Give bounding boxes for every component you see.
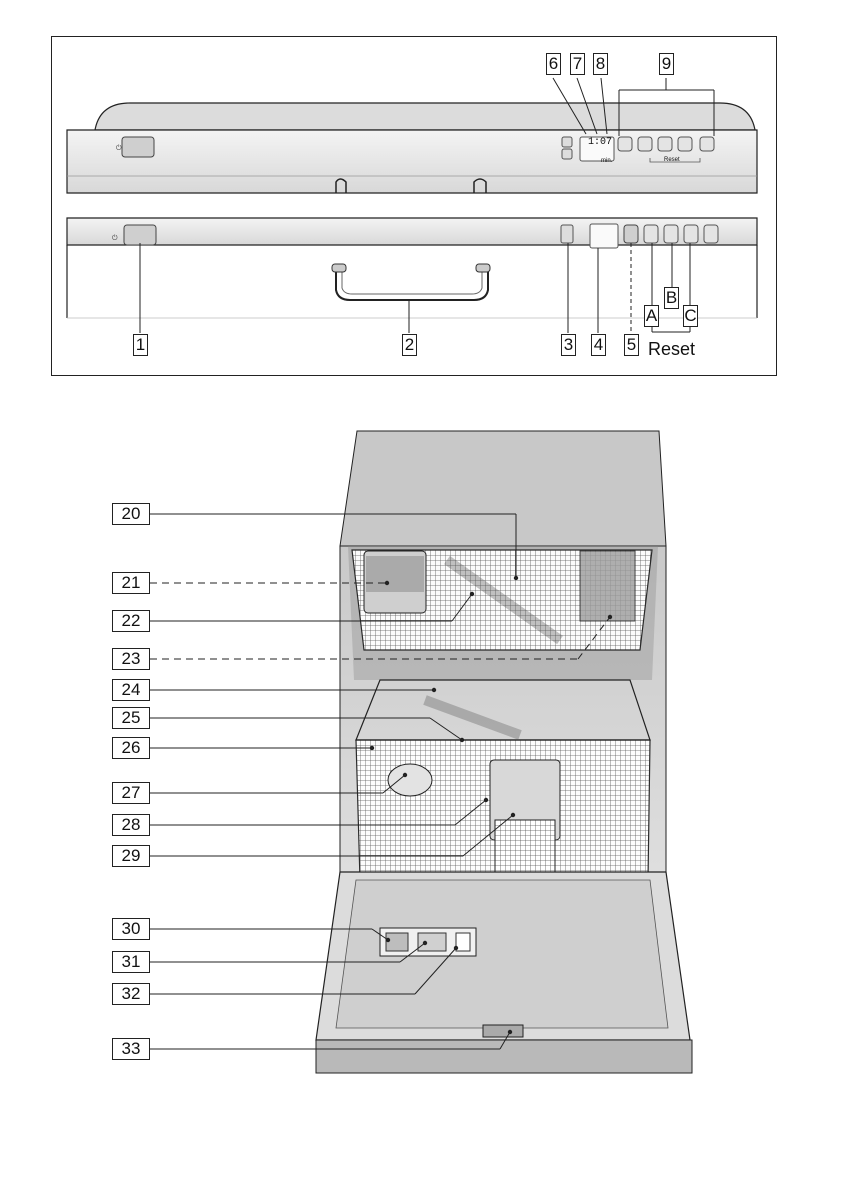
- display-readout: 1:07: [588, 137, 613, 148]
- dishwasher-interior: [316, 431, 692, 1073]
- callout-9: 9: [659, 53, 674, 75]
- small-reset-text: Reset: [664, 157, 680, 163]
- callout-27: 27: [112, 782, 150, 804]
- dishwasher-panel-lower: [67, 218, 757, 318]
- callout-32: 32: [112, 983, 150, 1005]
- callout-2: 2: [402, 334, 417, 356]
- dishwasher-panel-upper: [67, 103, 757, 193]
- svg-text:⏻: ⏻: [112, 235, 118, 242]
- svg-text:⏻: ⏻: [116, 145, 122, 152]
- display-unit: min.: [601, 158, 613, 164]
- callout-25: 25: [112, 707, 150, 729]
- callout-26: 26: [112, 737, 150, 759]
- callout-33: 33: [112, 1038, 150, 1060]
- callout-21: 21: [112, 572, 150, 594]
- callout-31: 31: [112, 951, 150, 973]
- callout-b: B: [665, 288, 678, 307]
- callout-c: C: [684, 306, 697, 325]
- callout-30: 30: [112, 918, 150, 940]
- callout-a: A: [645, 306, 658, 325]
- callout-3: 3: [561, 334, 576, 356]
- callout-5: 5: [624, 334, 639, 356]
- callout-29: 29: [112, 845, 150, 867]
- callout-7: 7: [570, 53, 585, 75]
- callout-28: 28: [112, 814, 150, 836]
- callout-23: 23: [112, 648, 150, 670]
- callout-1: 1: [133, 334, 148, 356]
- callout-4: 4: [591, 334, 606, 356]
- callout-6: 6: [546, 53, 561, 75]
- callout-24: 24: [112, 679, 150, 701]
- callout-22: 22: [112, 610, 150, 632]
- callout-20: 20: [112, 503, 150, 525]
- reset-label: Reset: [648, 339, 696, 359]
- callout-8: 8: [593, 53, 608, 75]
